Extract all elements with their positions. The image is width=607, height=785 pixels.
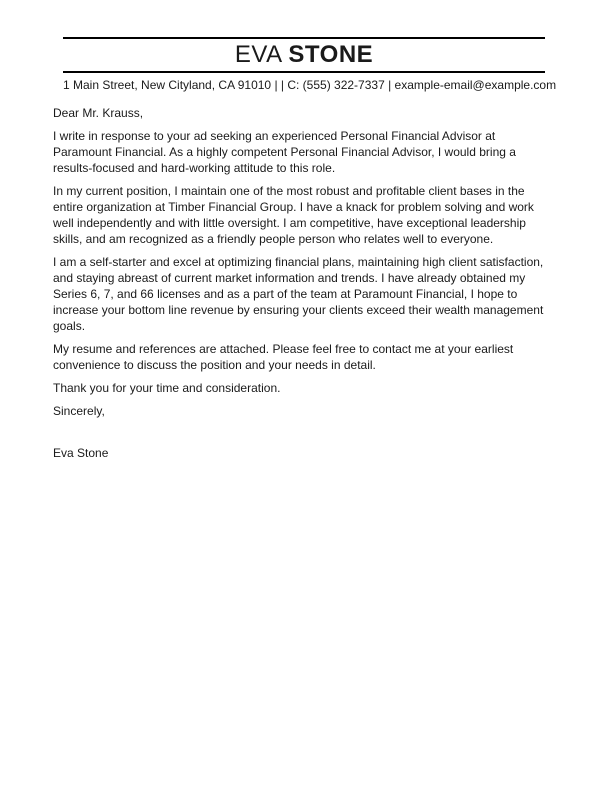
letter-paragraph-1: I write in response to your ad seeking an experienced Personal Financial Advisor at Paramount Financial. As a highly competent Personal Financial Advisor, I would bring a results-focused and hard-working attitude to this role.: [53, 129, 516, 175]
valediction: Sincerely,: [53, 404, 105, 418]
letter-paragraph-3: I am a self-starter and excel at optimizing financial plans, maintaining high client satisfaction, and staying abreast of current market information and trends. I have already obtained my Series 6, 7, and 66 licenses and as a part of the team at Paramount Financial, I hope to increase your bottom line revenue by ensuring your clients exceed their wealth management goals.: [53, 255, 544, 333]
letter-paragraph-2: In my current position, I maintain one of the most robust and profitable client bases in the entire organization at Timber Financial Group. I have a knack for problem solving and work well independently and with little oversight. I am competitive, have exceptional leadership skills, and am recognized as a friendly people person who relates well to everyone.: [53, 184, 534, 246]
candidate-last-name: STONE: [288, 41, 374, 68]
letter-header: [63, 37, 557, 92]
letter-body: [53, 105, 550, 461]
thanks-line: Thank you for your time and consideration.: [53, 381, 281, 395]
candidate-name: [63, 39, 545, 71]
contact-line: 1 Main Street, New Cityland, CA 91010 | | C: (555) 322-7337 | example-email@example.com: [63, 78, 557, 92]
signature-name: Eva Stone: [53, 446, 109, 460]
salutation: Dear Mr. Krauss,: [53, 106, 144, 120]
candidate-first-name: EVA: [234, 41, 282, 68]
letter-paragraph-4: My resume and references are attached. Please feel free to contact me at your earliest convenience to discuss the position and your needs in detail.: [53, 342, 514, 372]
header-bottom-rule: [63, 71, 545, 73]
